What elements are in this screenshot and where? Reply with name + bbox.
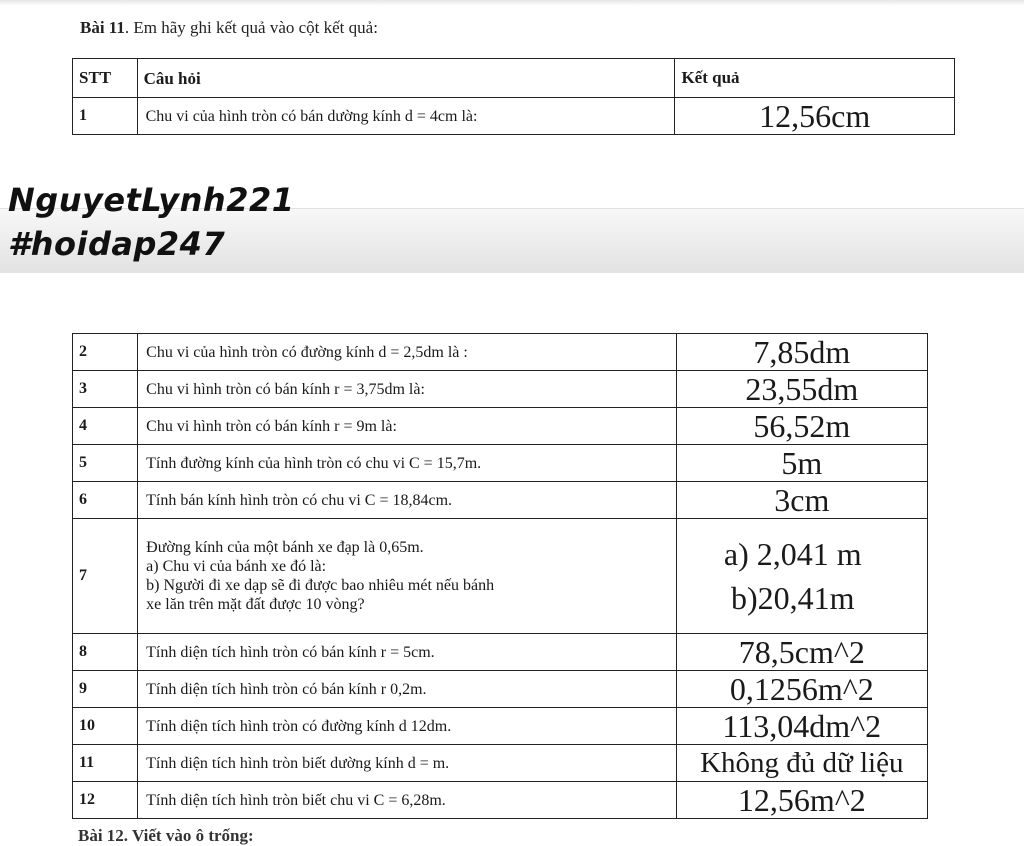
row-number: 3 bbox=[73, 371, 138, 408]
exercise-heading bbox=[80, 18, 378, 38]
row-question: Chu vi của hình tròn có bán dường kính d = 4cm là: bbox=[137, 98, 675, 135]
row-number: 4 bbox=[73, 408, 138, 445]
row-question: Tính diện tích hình tròn biết chu vi C = 6,28m. bbox=[138, 782, 676, 819]
row-number: 9 bbox=[73, 671, 138, 708]
table-row bbox=[73, 408, 928, 445]
row-number: 10 bbox=[73, 708, 138, 745]
row-answer: 56,52m bbox=[676, 408, 927, 445]
row-answer: Không đủ dữ liệu bbox=[676, 745, 927, 782]
row-number: 8 bbox=[73, 634, 138, 671]
row-question: Tính diện tích hình tròn có đường kính d 12dm. bbox=[138, 708, 676, 745]
row-number: 6 bbox=[73, 482, 138, 519]
row-answer: 113,04dm^2 bbox=[676, 708, 927, 745]
table-row bbox=[73, 671, 928, 708]
question-line: b) Người đi xe dạp sẽ đi được bao nhiêu mét nếu bánh bbox=[146, 577, 495, 594]
top-strip bbox=[0, 0, 1024, 6]
row-answer: 78,5cm^2 bbox=[676, 634, 927, 671]
row-answer: 3cm bbox=[676, 482, 927, 519]
row-answer bbox=[676, 519, 927, 634]
row-question: Chu vi hình tròn có bán kính r = 9m là: bbox=[138, 408, 676, 445]
row-answer: 12,56m^2 bbox=[676, 782, 927, 819]
header-result: Kết quả bbox=[675, 59, 955, 98]
watermark-hashtag: #hoidap247 bbox=[8, 225, 226, 263]
table-row bbox=[73, 745, 928, 782]
row-question: Chu vi của hình tròn có đường kính d = 2,5dm là : bbox=[138, 334, 676, 371]
table-row bbox=[73, 445, 928, 482]
row-question: Tính đường kính của hình tròn có chu vi C = 15,7m. bbox=[138, 445, 676, 482]
row-question: Tính diện tích hình tròn biết dường kính d = m. bbox=[138, 745, 676, 782]
row-number: 11 bbox=[73, 745, 138, 782]
next-exercise-heading: Bài 12. Viết vào ô trống: bbox=[78, 826, 254, 845]
exercise-label: Bài 11 bbox=[80, 18, 125, 37]
row-question: Tính diện tích hình tròn có bán kính r 0,2m. bbox=[138, 671, 676, 708]
table-row bbox=[73, 708, 928, 745]
header-question: Câu hỏi bbox=[137, 59, 675, 98]
row-answer: 12,56cm bbox=[675, 98, 955, 135]
question-line: a) Chu vi của bánh xe đó là: bbox=[146, 558, 327, 575]
row-number: 7 bbox=[73, 519, 138, 634]
row-number: 1 bbox=[73, 98, 138, 135]
table-row bbox=[73, 634, 928, 671]
results-table-bottom bbox=[72, 333, 928, 819]
table-header-row bbox=[73, 59, 955, 98]
row-question: Chu vi hình tròn có bán kính r = 3,75dm là: bbox=[138, 371, 676, 408]
answer-b: b)20,41m bbox=[731, 580, 855, 616]
question-line: Đường kính của một bánh xe đạp là 0,65m. bbox=[146, 539, 424, 556]
row-answer: 0,1256m^2 bbox=[676, 671, 927, 708]
row-answer: 23,55dm bbox=[676, 371, 927, 408]
table-row bbox=[73, 98, 955, 135]
table-row bbox=[73, 519, 928, 634]
table-row bbox=[73, 482, 928, 519]
table-row bbox=[73, 334, 928, 371]
header-stt: STT bbox=[73, 59, 138, 98]
row-number: 2 bbox=[73, 334, 138, 371]
answer-a: a) 2,041 m bbox=[723, 536, 862, 572]
row-answer: 5m bbox=[676, 445, 927, 482]
table-row bbox=[73, 371, 928, 408]
row-number: 5 bbox=[73, 445, 138, 482]
watermark-username: NguyetLynh221 bbox=[8, 181, 295, 219]
question-line: xe lăn trên mặt đất được 10 vòng? bbox=[146, 596, 365, 613]
exercise-instruction: . Em hãy ghi kết quả vào cột kết quả: bbox=[124, 18, 378, 37]
table-row bbox=[73, 782, 928, 819]
watermark bbox=[8, 178, 294, 266]
row-answer: 7,85dm bbox=[676, 334, 927, 371]
row-number: 12 bbox=[73, 782, 138, 819]
row-question: Tính diện tích hình tròn có bán kính r = 5cm. bbox=[138, 634, 676, 671]
results-table-top bbox=[72, 58, 955, 135]
row-question: Tính bán kính hình tròn có chu vi C = 18,84cm. bbox=[138, 482, 676, 519]
row-question bbox=[138, 519, 676, 634]
